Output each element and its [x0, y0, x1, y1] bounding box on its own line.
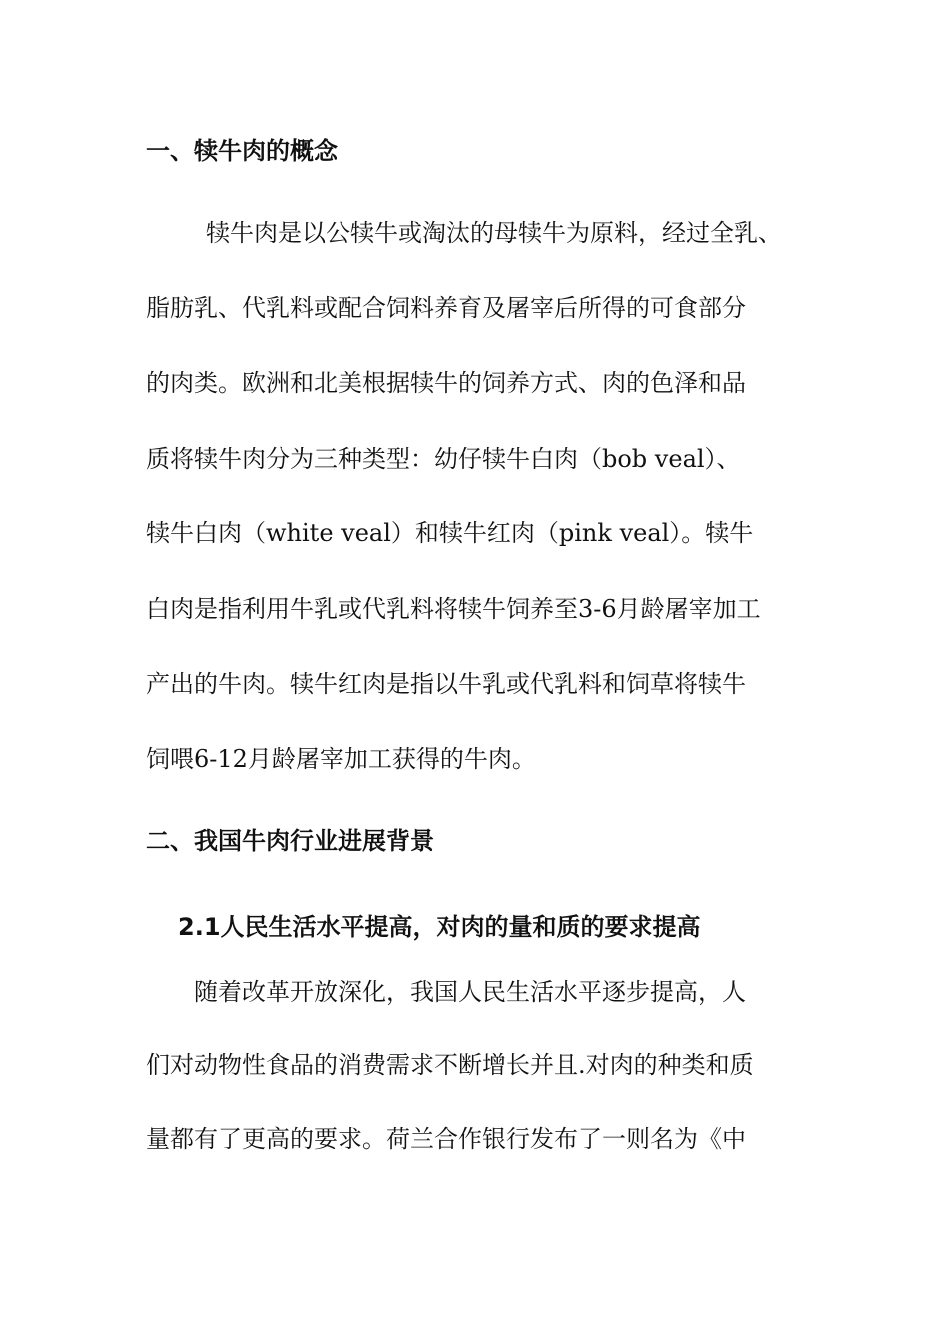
paragraph-line: 饲喂6-12月龄屠宰加工获得的牛肉。: [146, 745, 536, 773]
section-2-heading: 二、我国牛肉行业进展背景: [146, 827, 434, 855]
paragraph-line: 的肉类。欧洲和北美根据犊牛的饲养方式、肉的色泽和品: [146, 369, 746, 397]
paragraph-line: 随着改革开放深化，我国人民生活水平逐步提高，人: [194, 978, 746, 1006]
paragraph-line: 们对动物性食品的消费需求不断增长并且.对肉的种类和质: [146, 1051, 754, 1079]
paragraph-line: 量都有了更高的要求。荷兰合作银行发布了一则名为《中: [146, 1125, 746, 1153]
paragraph-line: 白肉是指利用牛乳或代乳料将犊牛饲养至3-6月龄屠宰加工: [146, 595, 761, 623]
paragraph-line: 产出的牛肉。犊牛红肉是指以牛乳或代乳料和饲草将犊牛: [146, 670, 746, 698]
subsection-heading: 2.1人民生活水平提高，对肉的量和质的要求提高: [178, 913, 701, 941]
section-1-heading: 一、犊牛肉的概念: [146, 137, 338, 165]
paragraph-line: 犊牛肉是以公犊牛或淘汰的母犊牛为原料，经过全乳、: [206, 219, 782, 247]
paragraph-line: 犊牛白肉（white veal）和犊牛红肉（pink veal）。犊牛: [146, 519, 754, 547]
paragraph-line: 质将犊牛肉分为三种类型：幼仔犊牛白肉（bob veal）、: [146, 445, 741, 473]
paragraph-line: 脂肪乳、代乳料或配合饲料养育及屠宰后所得的可食部分: [146, 294, 746, 322]
